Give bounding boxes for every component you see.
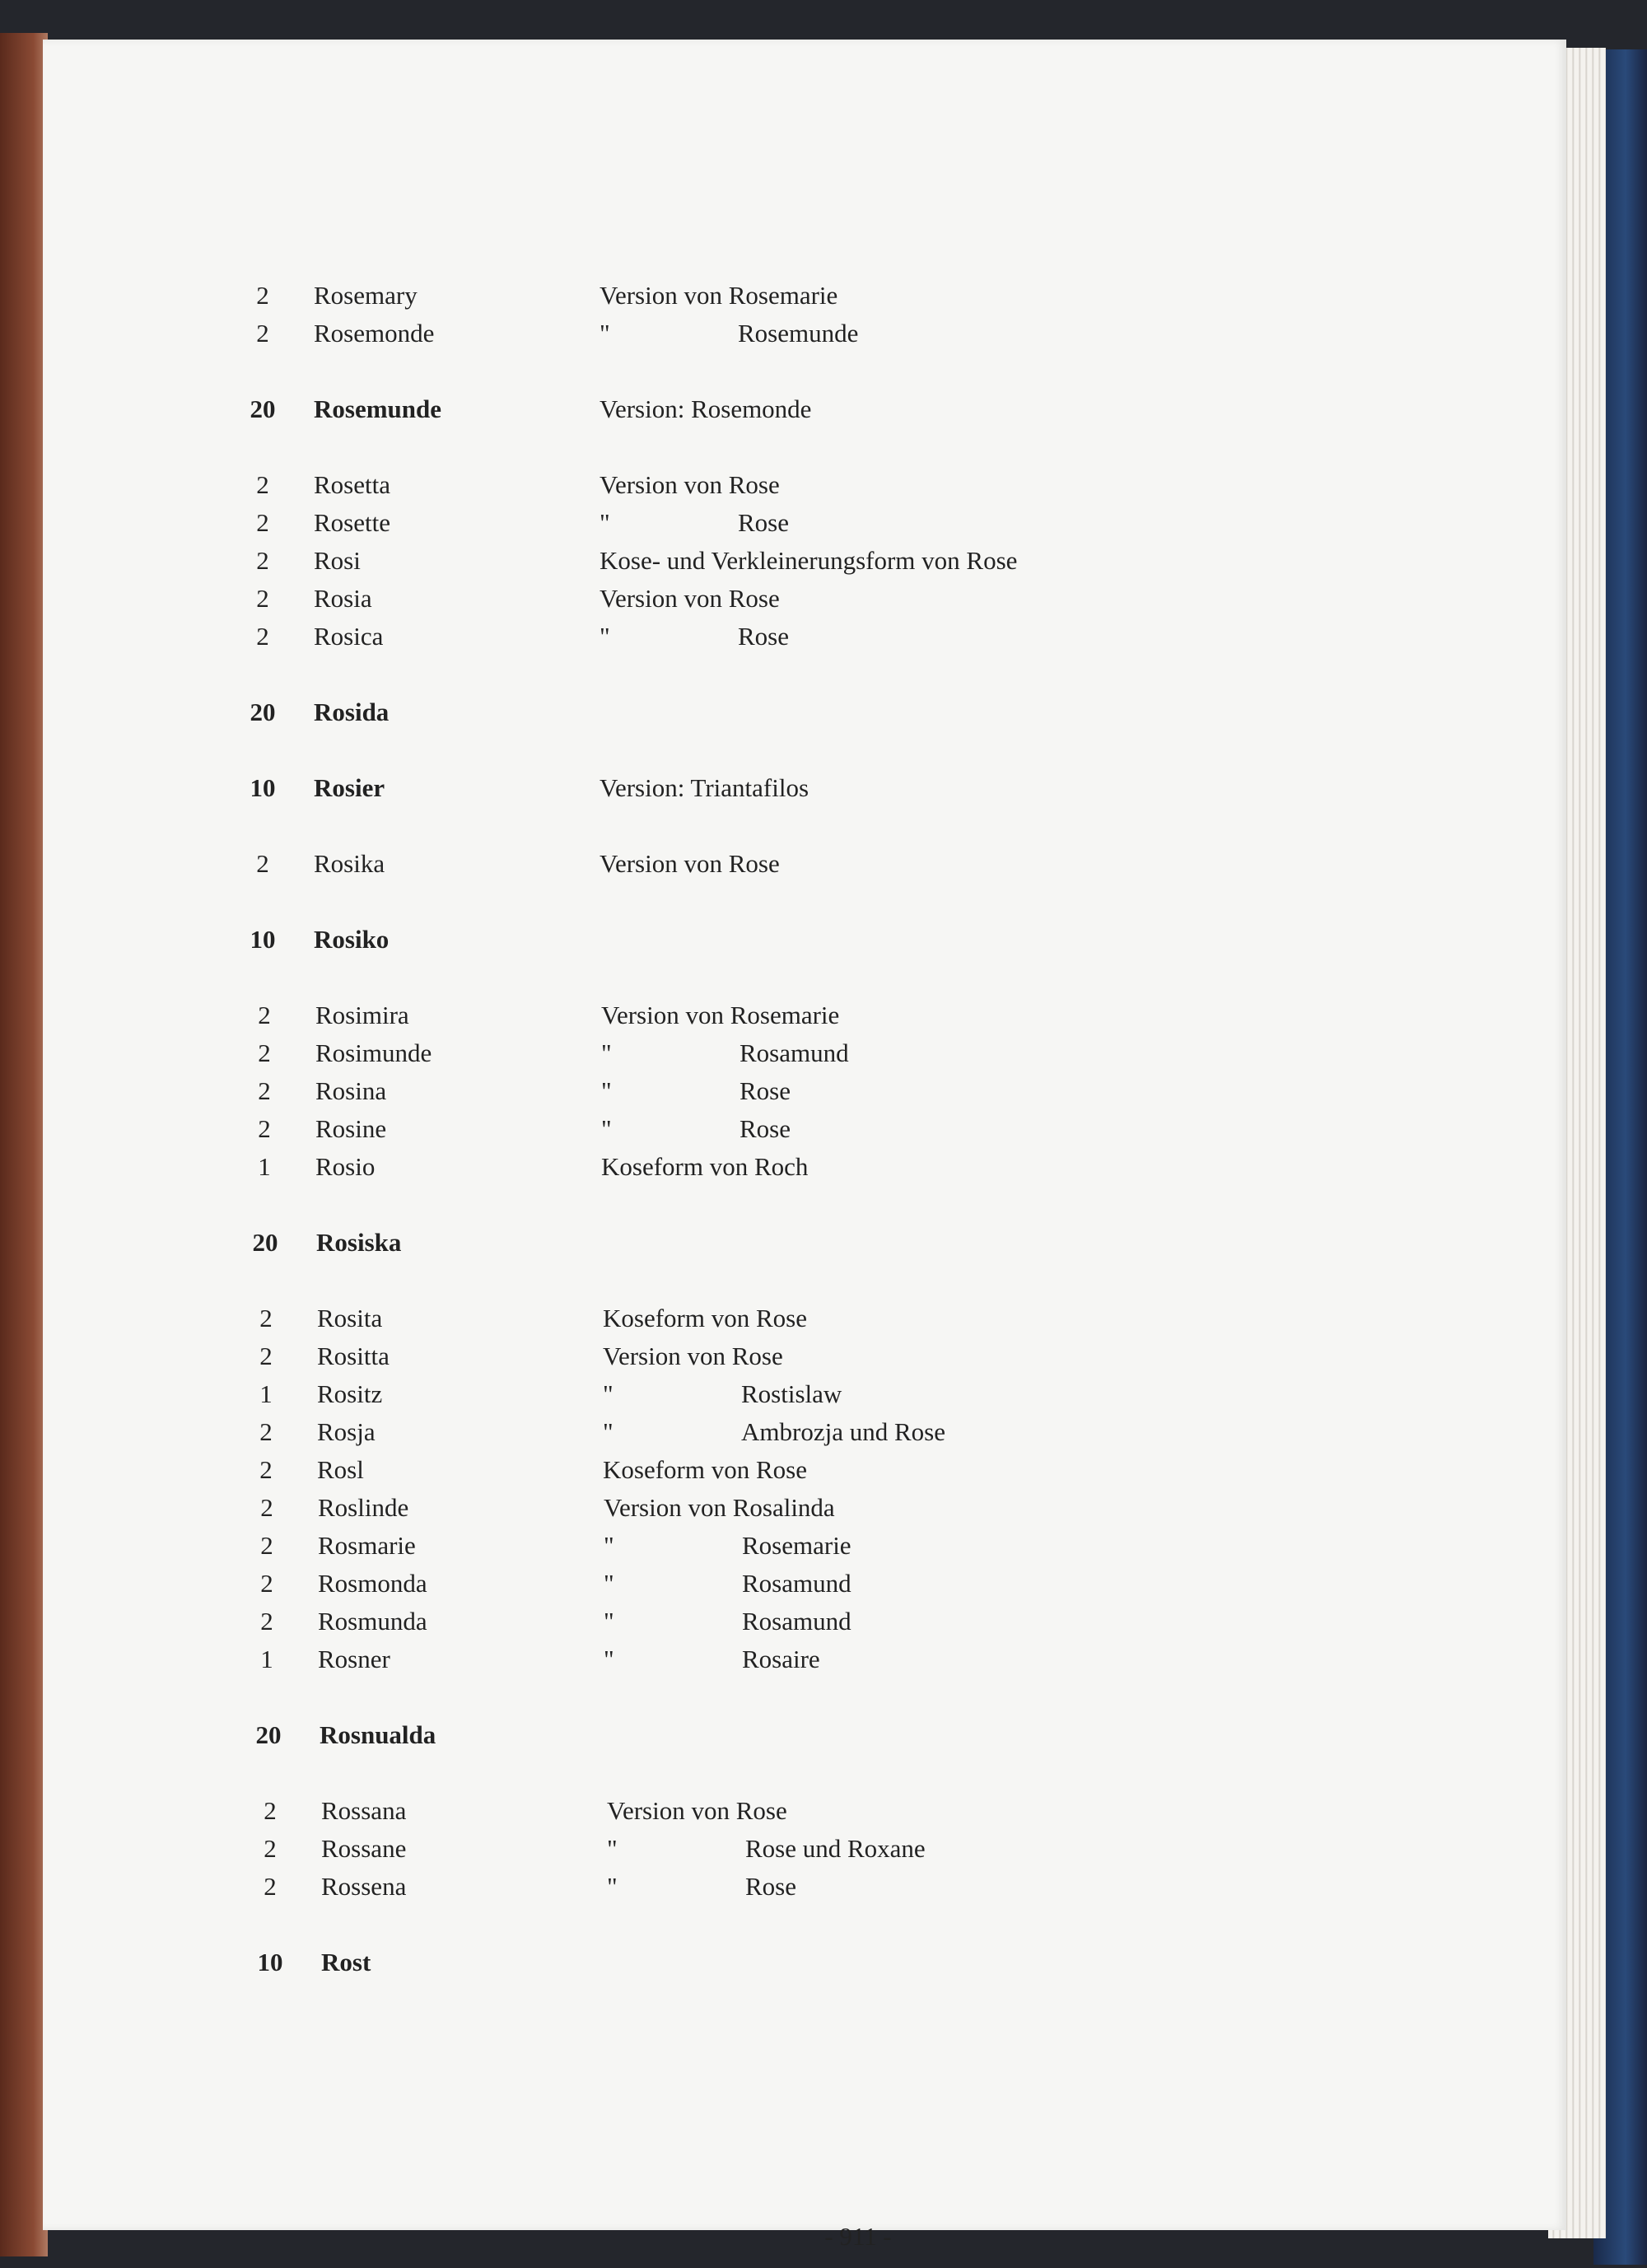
entry-description (604, 1528, 851, 1564)
entry-description (604, 1641, 820, 1678)
entry-count: 2 (258, 1114, 271, 1143)
entry-name: Rost (321, 1948, 371, 1976)
entry-name: Rosiska (316, 1228, 402, 1257)
entry-description (607, 1869, 796, 1905)
entry-name: Rossena (321, 1872, 407, 1901)
ditto-mark: " (607, 1834, 618, 1863)
entry-count: 2 (258, 1001, 271, 1029)
entry-description (601, 1073, 791, 1109)
entry-description (603, 1414, 945, 1450)
entry-description-text: Koseform von Roch (601, 1152, 809, 1181)
entry-description (603, 1452, 807, 1488)
ditto-mark: " (601, 1038, 612, 1067)
entry-count: 2 (260, 1607, 273, 1636)
entry-name: Rosnualda (320, 1720, 436, 1749)
entry-count: 2 (258, 1076, 271, 1105)
ditto-mark: " (600, 622, 610, 651)
ditto-mark: " (601, 1076, 612, 1105)
entry-name: Rosl (317, 1455, 364, 1484)
entry-description-text: Version: Triantafilos (600, 773, 810, 802)
entry-name: Rosine (315, 1114, 387, 1143)
entry-count: 2 (259, 1417, 273, 1446)
entry-description-text: Rosamund (742, 1569, 851, 1598)
entry-count: 2 (256, 622, 269, 651)
entry-description-text: Version von Rosemarie (601, 1001, 840, 1029)
entry-description-text: Rose (738, 508, 789, 537)
entry-count: 2 (256, 849, 269, 878)
entry-description-text: Version von Rosalinda (604, 1493, 835, 1522)
entry-name: Rosemunde (314, 394, 442, 423)
entry-description-text: Rostislaw (741, 1379, 842, 1408)
entry-count: 2 (259, 1304, 273, 1332)
entry-description (600, 278, 837, 314)
entry-description-text: Version von Rosemarie (600, 281, 838, 310)
entry-count: 2 (264, 1834, 277, 1863)
entry-name: Rosida (314, 698, 390, 726)
entry-name: Rosi (314, 546, 361, 575)
entry-count: 10 (250, 925, 276, 954)
entry-description-text: Version von Rose (600, 584, 780, 613)
entry-description (604, 1603, 851, 1640)
entry-description (600, 770, 809, 806)
entry-description (601, 1149, 808, 1185)
entry-description (601, 997, 839, 1034)
ditto-mark: " (604, 1531, 614, 1560)
entry-name: Rosja (317, 1417, 376, 1446)
ditto-mark: " (604, 1645, 614, 1673)
entry-count: 2 (256, 584, 269, 613)
entry-description (600, 846, 780, 882)
ditto-mark: " (601, 1114, 612, 1143)
entry-count: 20 (250, 698, 276, 726)
entry-name: Rossane (321, 1834, 407, 1863)
entry-description (600, 315, 858, 352)
entry-description (603, 1376, 842, 1412)
entry-description-text: Rose (740, 1076, 791, 1105)
entry-name: Rosette (314, 508, 390, 537)
entry-name: Rosemonde (314, 319, 435, 348)
entry-count: 2 (264, 1796, 277, 1825)
entry-description-text: Koseform von Rose (603, 1455, 807, 1484)
ditto-mark: " (603, 1379, 614, 1408)
entry-description-text: Version von Rose (600, 470, 780, 499)
entry-description-text: Rose und Roxane (745, 1834, 926, 1863)
entry-description-text: Version von Rose (600, 849, 780, 878)
entry-count: 1 (260, 1645, 273, 1673)
entry-description-text: Version von Rose (607, 1796, 787, 1825)
entry-description-text: Rosamund (740, 1038, 849, 1067)
entry-count: 20 (255, 1720, 282, 1749)
entry-name: Rosmarie (318, 1531, 416, 1560)
entry-count: 2 (256, 546, 269, 575)
entry-name: Rositta (317, 1342, 390, 1370)
entry-count: 2 (259, 1455, 273, 1484)
entry-description-text: Ambrozja und Rose (741, 1417, 945, 1446)
entry-name: Rossana (321, 1796, 407, 1825)
ditto-mark: " (604, 1607, 614, 1636)
entry-name: Roslinde (318, 1493, 409, 1522)
entry-count: 1 (258, 1152, 271, 1181)
entry-name: Rosia (314, 584, 372, 613)
entry-name: Rosetta (314, 470, 390, 499)
entry-description (603, 1300, 807, 1337)
entry-count: 2 (256, 470, 269, 499)
entry-name: Rosemary (314, 281, 418, 310)
page-number: - 911 - (824, 2222, 892, 2251)
entry-description (600, 543, 1017, 579)
ditto-mark: " (607, 1872, 618, 1901)
entry-description (600, 618, 789, 655)
entry-count: 10 (257, 1948, 283, 1976)
entry-count: 20 (252, 1228, 278, 1257)
entry-count: 1 (259, 1379, 273, 1408)
entry-count: 2 (260, 1531, 273, 1560)
entry-name: Rosina (315, 1076, 387, 1105)
ditto-mark: " (600, 508, 610, 537)
entry-name: Rosika (314, 849, 385, 878)
entry-name: Rositz (317, 1379, 383, 1408)
entry-name: Rosmunda (318, 1607, 427, 1636)
entry-description (604, 1490, 835, 1526)
entry-count: 2 (256, 508, 269, 537)
entry-name: Rosimira (315, 1001, 409, 1029)
entry-count: 2 (260, 1493, 273, 1522)
entry-description (607, 1793, 787, 1829)
entry-description-text: Rosemarie (742, 1531, 851, 1560)
entry-description (601, 1111, 791, 1147)
entry-name: Rosiko (314, 925, 390, 954)
entry-count: 2 (264, 1872, 277, 1901)
ditto-mark: " (604, 1569, 614, 1598)
entry-description-text: Rose (738, 622, 789, 651)
entry-description-text: Rosamund (742, 1607, 851, 1636)
entry-description (600, 467, 780, 503)
entry-description (604, 1566, 851, 1602)
entry-name: Rosier (314, 773, 385, 802)
entry-description-text: Kose- und Verkleinerungsform von Rose (600, 546, 1018, 575)
entry-description-text: Rose (745, 1872, 796, 1901)
book-cover-left (0, 33, 48, 2256)
entry-name: Rosner (318, 1645, 390, 1673)
entry-description (600, 581, 780, 617)
entry-name: Rosmonda (318, 1569, 427, 1598)
entry-count: 2 (256, 281, 269, 310)
book-page (43, 40, 1566, 2251)
entry-name: Rosita (317, 1304, 383, 1332)
entry-name: Rosica (314, 622, 384, 651)
entry-description (607, 1831, 926, 1867)
entry-description (600, 505, 789, 541)
entry-description-text: Rosaire (742, 1645, 820, 1673)
entry-description (601, 1035, 849, 1071)
entry-description-text: Rose (740, 1114, 791, 1143)
entry-description (600, 391, 811, 427)
entry-count: 2 (259, 1342, 273, 1370)
entry-description-text: Version von Rose (603, 1342, 783, 1370)
entry-name: Rosimunde (315, 1038, 432, 1067)
entry-name: Rosio (315, 1152, 376, 1181)
entry-description-text: Koseform von Rose (603, 1304, 807, 1332)
entry-description-text: Rosemunde (738, 319, 859, 348)
entry-count: 2 (256, 319, 269, 348)
ditto-mark: " (603, 1417, 614, 1446)
entry-description-text: Version: Rosemonde (600, 394, 812, 423)
entry-description (603, 1338, 783, 1374)
entry-count: 20 (250, 394, 276, 423)
entry-count: 2 (260, 1569, 273, 1598)
entry-count: 10 (250, 773, 276, 802)
ditto-mark: " (600, 319, 610, 348)
entry-count: 2 (258, 1038, 271, 1067)
